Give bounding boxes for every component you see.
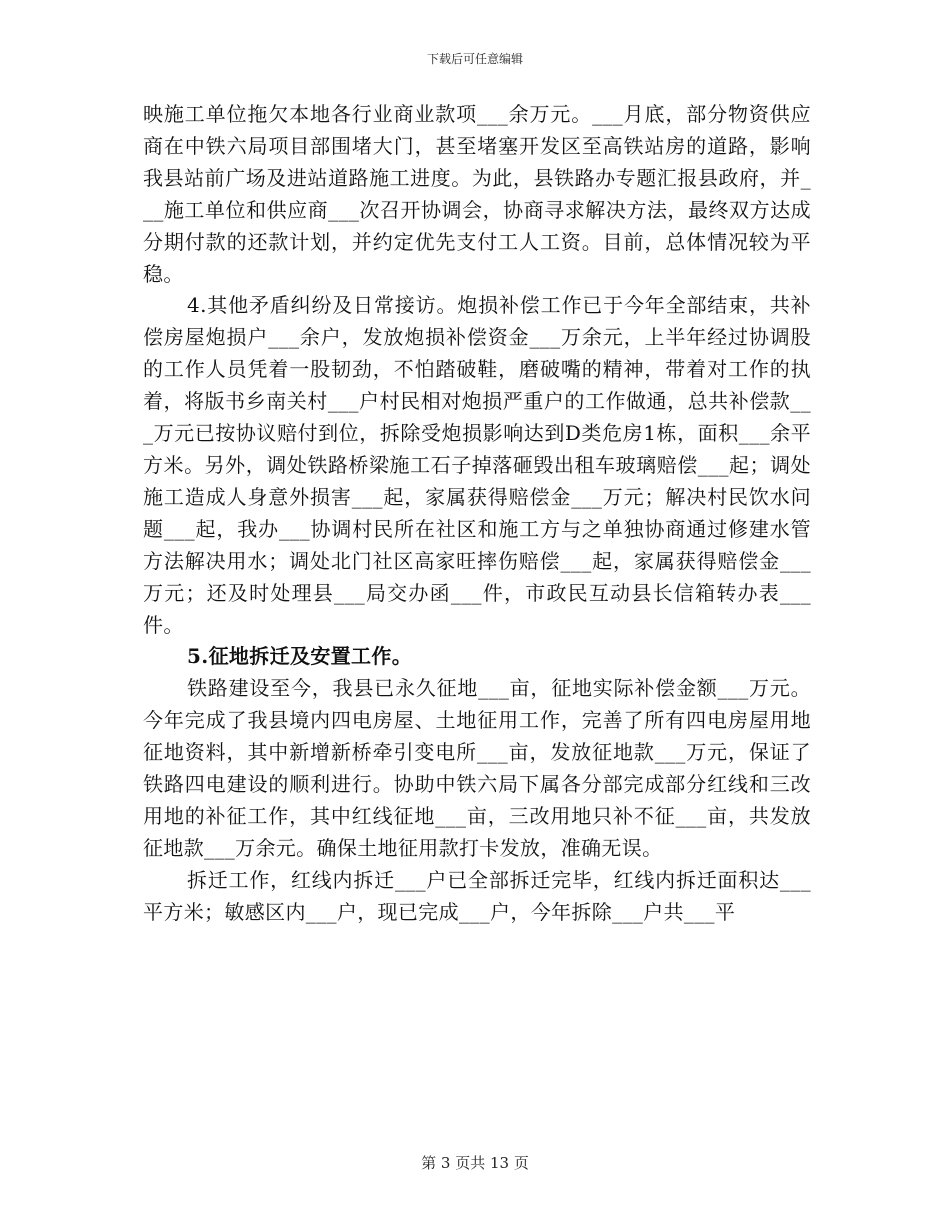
section-heading-land-acquisition: 5.征地拆迁及安置工作。 — [187, 644, 413, 669]
page-footer: 第 3 页共 13 页 — [421, 1154, 529, 1172]
page-header: 下载后可任意编辑 — [426, 52, 523, 66]
paragraph-demolition: 拆迁工作，红线内拆迁___户已全部拆迁完毕，红线内拆迁面积达___平方米；敏感区内___户，现已完成___户，今年拆除___户共___平 — [143, 867, 811, 924]
document-body — [143, 99, 811, 929]
paragraph-arrears: 映施工单位拖欠本地各行业商业款项___余万元。___月底，部分物资供应商在中铁六局项目部围堵大门，甚至堵塞开发区至高铁站房的道路，影响我县站前广场及进站道路施工进度。为此，县铁路办专题汇报县政府，并___施工单位和供应商___次召开协调会，协商寻求解决方法，最终双方达成分期付款的还款计划，并约定优先支付工人工资。目前，总体情况较为平稳。 — [143, 102, 811, 286]
paragraph-disputes: 4.其他矛盾纠纷及日常接访。炮损补偿工作已于今年全部结束，共补偿房屋炮损户___余户，发放炮损补偿资金___万余元，上半年经过协调股的工作人员凭着一股韧劲，不怕踏破鞋，磨破嘴的精神，带着对工作的执着，将版书乡南关村___户村民相对炮损严重户的工作做通，总共补偿款___万元已按协议赔付到位，拆除受炮损影响达到D类危房1栋，面积___余平方米。另外，调处铁路桥梁施工石子掉落砸毁出租车玻璃赔偿___起；调处施工造成人身意外损害___起，家属获得赔偿金___万元；解决村民饮水问题___起，我办___协调村民所在社区和施工方与之单独协商通过修建水管方法解决用水；调处北门社区高家旺摔伤赔偿___起，家属获得赔偿金___万元；还及时处理县___局交办函___件，市政民互动县长信箱转办表___件。 — [143, 293, 811, 637]
paragraph-land-acquisition: 铁路建设至今，我县已永久征地___亩，征地实际补偿金额___万元。今年完成了我县境内四电房屋、土地征用工作，完善了所有四电房屋用地征地资料，其中新增新桥牵引变电所___亩，发放征地款___万元，保证了铁路四电建设的顺利进行。协助中铁六局下属各分部完成部分红线和三改用地的补征工作，其中红线征地___亩，三改用地只补不征___亩，共发放征地款___万余元。确保土地征用款打卡发放，准确无误。 — [143, 676, 811, 860]
